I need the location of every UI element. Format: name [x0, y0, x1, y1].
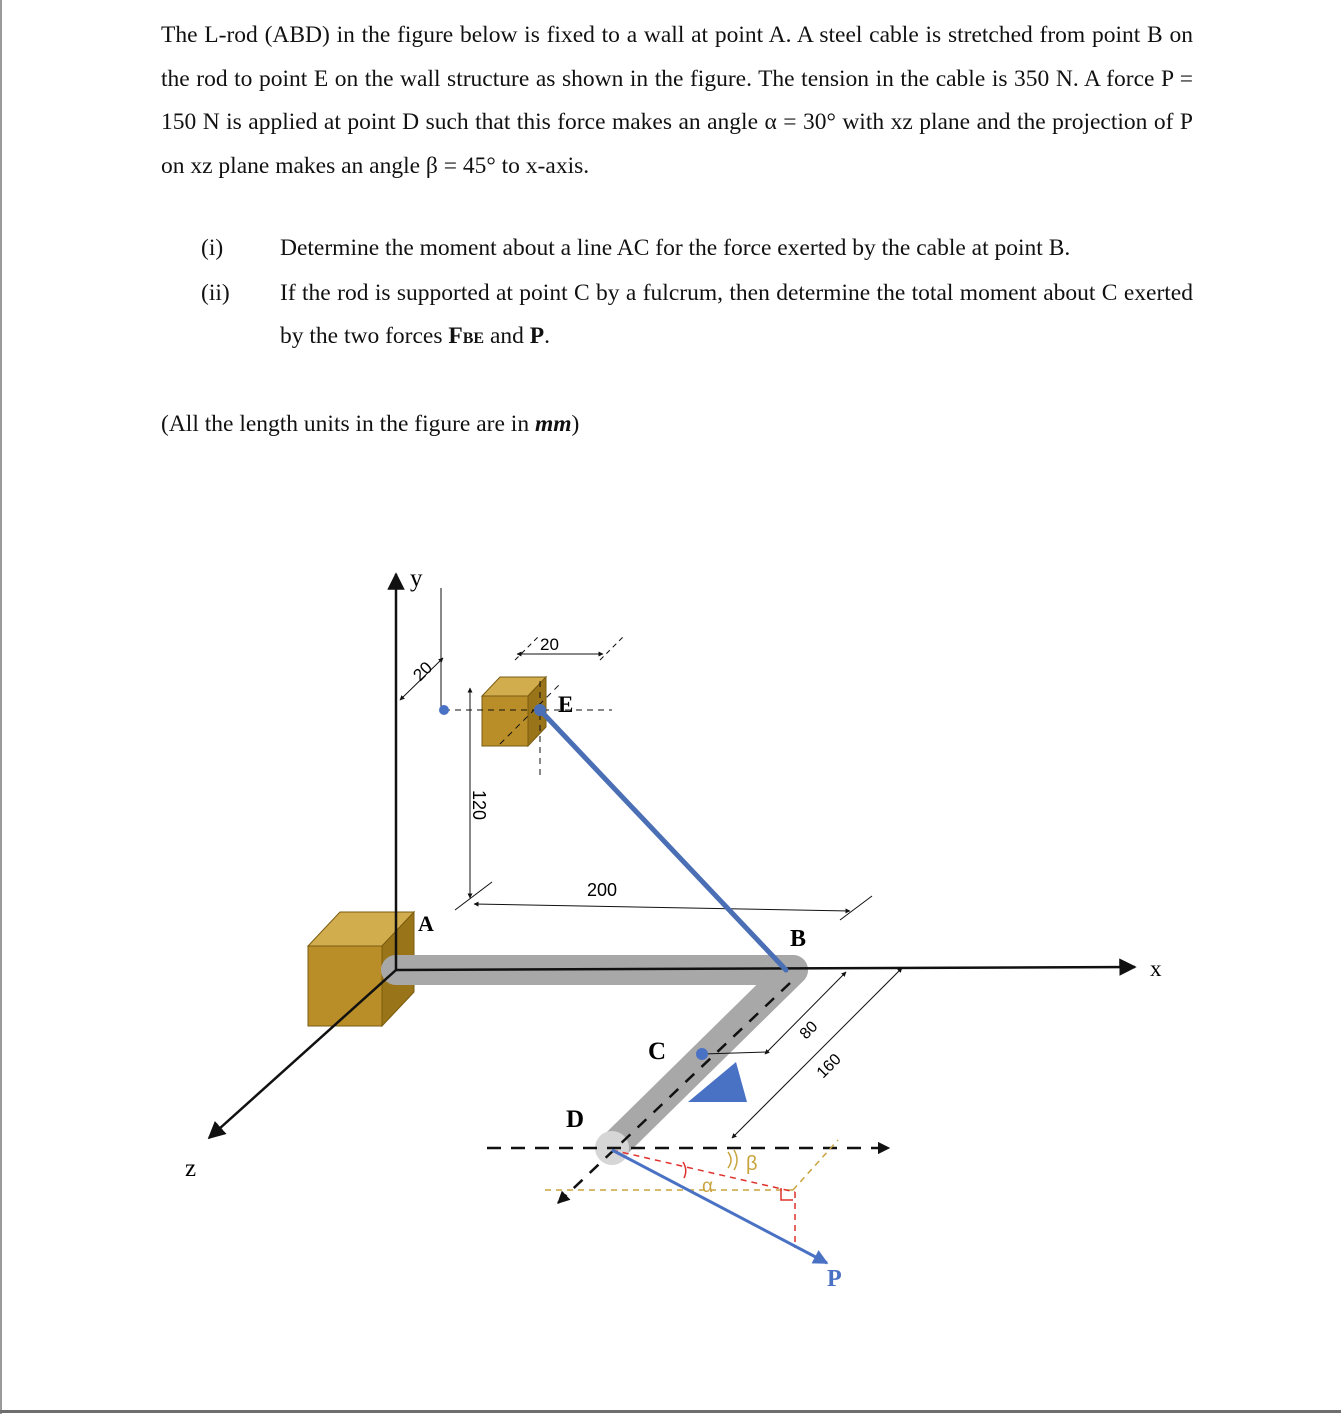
point-b-label: B [790, 926, 807, 952]
dim-bd-label: 160 [813, 1050, 845, 1082]
question-2-number: (ii) [201, 280, 230, 306]
units-note-close: ) [571, 411, 580, 437]
question-1-number: (i) [201, 235, 224, 261]
point-c-label: C [648, 1038, 667, 1065]
axis-y-label: y [410, 565, 423, 592]
dim-length-ab-label: 200 [587, 880, 618, 900]
dim-height-label: 120 [469, 790, 489, 821]
force-fbe-subscript: BE [462, 330, 485, 347]
point-e-marker [534, 704, 546, 716]
problem-statement: The L-rod (ABD) in the figure below is fixed to a wall at point A. A steel cable is stretched from point B on the rod to point E on the wall structure as shown in the figure. The tension in the cable is 350 N. A force P = 150 N is applied at point D such that this force makes an angle α = 30° with xz plane and the projection of P on xz plane makes an angle β = 45° to x-axis. [161, 22, 1193, 179]
axis-x-label: x [1150, 956, 1162, 981]
question-2-text-between: and [484, 323, 530, 349]
force-p-label: P [827, 1266, 842, 1292]
question-1-text: Determine the moment about a line AC for the force exerted by the cable at point B. [280, 235, 1071, 261]
force-p-construction [545, 1140, 838, 1263]
wall-offset-marker [439, 705, 449, 715]
dim-block-width-label: 20 [540, 635, 559, 654]
question-2-text-after: . [544, 323, 550, 349]
units-note-unit: mm [534, 411, 572, 437]
dim-wall-offset-label: 20 [409, 658, 437, 685]
z-axis [209, 970, 396, 1138]
alpha-label: α [702, 1176, 713, 1197]
beta-label: β [746, 1153, 758, 1175]
point-c-marker [696, 1048, 708, 1060]
point-a-label: A [418, 911, 434, 936]
point-d-label: D [566, 1106, 585, 1133]
point-e-label: E [558, 692, 574, 717]
force-fbe-main: F [448, 323, 463, 349]
axis-z-label: z [185, 1155, 197, 1182]
force-p-bold: P [529, 323, 545, 349]
cable-be [540, 710, 786, 970]
units-note-text: (All the length units in the figure are in [161, 411, 535, 437]
dim-bc-label: 80 [796, 1018, 822, 1043]
question-2-text-before: If the rod is supported at point C by a fulcrum, then determine the total moment about C exerted by the two forces [280, 280, 1193, 349]
